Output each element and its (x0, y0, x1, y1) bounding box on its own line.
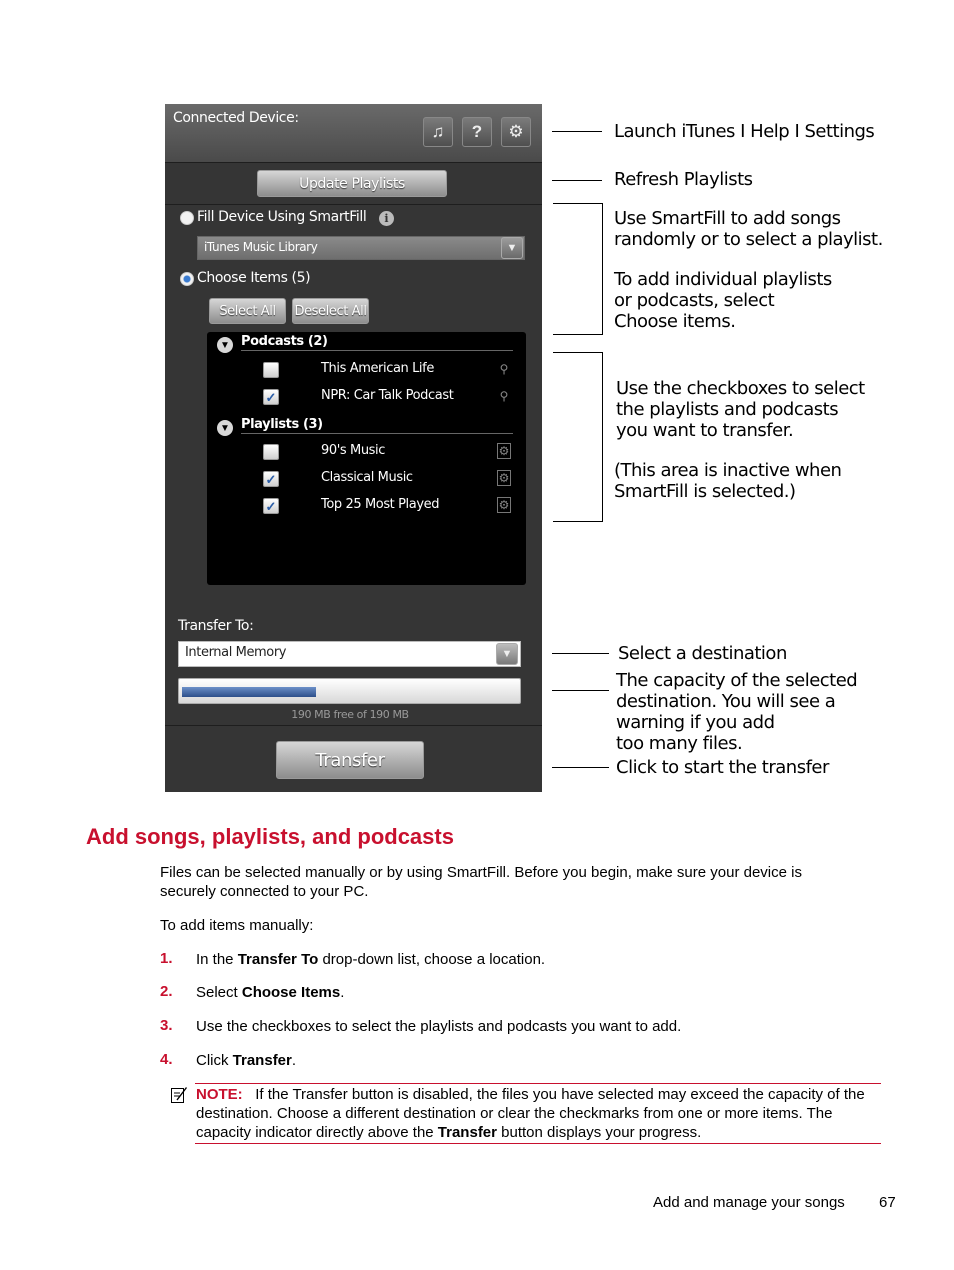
smartfill-source-dropdown[interactable] (197, 236, 525, 260)
step-text-part: In the (196, 951, 238, 968)
caption-line: Choose items. (614, 311, 736, 332)
list-item: NPR: Car Talk Podcast (321, 388, 454, 403)
transfer-to-label: Transfer To: (178, 618, 254, 634)
caption-line: warning if you add (616, 712, 775, 733)
caption-line: you want to transfer. (616, 420, 794, 441)
smartfill-radio[interactable] (180, 211, 194, 225)
divider (165, 162, 542, 163)
playlist-settings-icon[interactable]: ⚙ (498, 444, 510, 458)
capacity-fill (182, 687, 316, 697)
note-top-rule (195, 1083, 881, 1084)
caption-line: too many files. (616, 733, 743, 754)
step-text-bold: Transfer To (237, 951, 319, 968)
caption-line: To add individual playlists (614, 269, 832, 290)
step-number: 1. (160, 950, 173, 967)
divider (241, 433, 513, 434)
caption-line: The capacity of the selected (616, 670, 858, 691)
step-text-bold: Choose Items (241, 984, 341, 1001)
callout-refresh: Refresh Playlists (614, 169, 753, 190)
smartfill-option-label: Fill Device Using SmartFill (197, 209, 367, 225)
note-label: NOTE: (196, 1086, 243, 1103)
list-item: 90's Music (321, 443, 386, 458)
help-button[interactable] (462, 117, 492, 147)
callout-smartfill (614, 208, 883, 250)
note-bold: Transfer (437, 1124, 497, 1141)
intro-paragraph: Files can be selected manually or by using SmartFill. Before you begin, make sure your device is securely connected to your PC. (160, 864, 802, 900)
deselect-all-button[interactable]: Deselect All (292, 298, 369, 324)
callout-line (552, 180, 602, 181)
caption-line: destination. You will see a (616, 691, 836, 712)
step-text-part: . (340, 984, 345, 1001)
callout-destination: Select a destination (618, 643, 787, 664)
help-icon: ? (471, 122, 483, 141)
items-list[interactable] (207, 332, 526, 585)
chevron-down-icon[interactable]: ▼ (501, 237, 523, 259)
step-text (196, 950, 545, 969)
callout-bracket (553, 352, 603, 522)
podcast-icon: ⚲ (499, 362, 509, 376)
gear-icon: ⚙ (508, 122, 524, 141)
capacity-text: 190 MB free of 190 MB (291, 708, 409, 721)
choose-items-label: Choose Items (5) (197, 270, 311, 286)
step-text-part: Select (196, 984, 242, 1001)
callout-line (552, 653, 609, 654)
checkbox-top-25[interactable] (263, 498, 279, 514)
step-text (196, 983, 344, 1002)
note-bottom-rule (195, 1143, 881, 1144)
step-text-part: drop-down list, choose a location. (318, 951, 546, 968)
callout-inactive (614, 460, 841, 502)
checkbox-this-american-life[interactable] (263, 362, 279, 378)
caption-line: SmartFill is selected.) (614, 481, 796, 502)
info-icon[interactable]: i (379, 211, 394, 226)
group-label-playlists: Playlists (3) (241, 417, 323, 432)
launch-itunes-button[interactable] (423, 117, 453, 147)
transfer-to-dropdown[interactable] (178, 641, 521, 667)
smartfill-source-value: iTunes Music Library (204, 240, 318, 254)
podcast-icon: ⚲ (499, 389, 509, 403)
device-panel (165, 104, 542, 792)
caption-line: Use SmartFill to add songs (614, 208, 841, 229)
checkmark-icon: ✓ (265, 389, 277, 405)
lead-paragraph: To add items manually: (160, 917, 314, 934)
callout-checkboxes (616, 378, 865, 441)
caption-line: the playlists and podcasts (616, 399, 839, 420)
note-icon (170, 1086, 188, 1104)
settings-button[interactable] (501, 117, 531, 147)
callout-line (552, 690, 609, 691)
music-note-icon: ♫ (431, 122, 445, 141)
step-number: 4. (160, 1051, 173, 1068)
checkbox-classical-music[interactable] (263, 471, 279, 487)
checkmark-icon: ✓ (265, 498, 277, 514)
playlist-settings-icon[interactable]: ⚙ (498, 471, 510, 485)
panel-header (165, 104, 542, 162)
update-playlists-button[interactable]: Update Playlists (257, 170, 447, 197)
step-text-part: Click (196, 1052, 233, 1069)
section-heading: Add songs, playlists, and podcasts (86, 824, 454, 849)
transfer-button[interactable]: Transfer (276, 741, 424, 779)
checkbox-npr-car-talk[interactable] (263, 389, 279, 405)
group-label-podcasts: Podcasts (2) (241, 334, 328, 349)
capacity-bar (178, 678, 521, 704)
step-text-part: Use the checkboxes to select the playlists and podcasts you want to add. (196, 1018, 682, 1035)
callout-capacity (616, 670, 857, 754)
list-item: Classical Music (321, 470, 413, 485)
step-text-part: . (291, 1052, 297, 1069)
callout-bracket (553, 203, 603, 335)
divider (165, 725, 542, 726)
step-number: 2. (160, 983, 173, 1000)
note-text (196, 1085, 881, 1142)
checkmark-icon: ✓ (265, 471, 277, 487)
callout-choose (614, 269, 832, 332)
caption-line: or podcasts, select (614, 290, 775, 311)
divider (241, 350, 513, 351)
chevron-down-icon[interactable]: ▼ (496, 643, 518, 665)
caption-line: randomly or to select a playlist. (614, 229, 883, 250)
callout-toolbar: Launch iTunes I Help I Settings (614, 121, 875, 142)
page-number: 67 (879, 1194, 896, 1211)
note-body: If the Transfer button is disabled, the files you have selected may exceed the capacity of the destination. Choose a different destination or clear the checkmarks from one or more items. The capacity indicator directly above the (196, 1086, 865, 1141)
note-body-end: button displays your progress. (497, 1124, 702, 1141)
caption-line: (This area is inactive when (614, 460, 842, 481)
collapse-playlists-icon[interactable]: ▼ (217, 420, 233, 436)
callout-line (552, 131, 602, 132)
connected-device-label: Connected Device: (173, 110, 299, 126)
collapse-podcasts-icon[interactable]: ▼ (217, 337, 233, 353)
playlist-settings-icon[interactable]: ⚙ (498, 498, 510, 512)
checkbox-90s-music[interactable] (263, 444, 279, 460)
step-text-bold: Transfer (232, 1052, 292, 1069)
footer-section: Add and manage your songs (653, 1194, 845, 1211)
divider (165, 204, 542, 205)
callout-transfer: Click to start the transfer (616, 757, 829, 778)
list-item: Top 25 Most Played (321, 497, 440, 512)
step-number: 3. (160, 1017, 173, 1034)
list-item: This American Life (321, 361, 434, 376)
choose-items-radio[interactable] (180, 272, 194, 286)
caption-line: Use the checkboxes to select (616, 378, 865, 399)
transfer-to-value: Internal Memory (185, 645, 287, 660)
select-all-button[interactable]: Select All (209, 298, 286, 324)
callout-line (552, 767, 609, 768)
step-text (196, 1017, 681, 1036)
step-text (196, 1051, 296, 1070)
